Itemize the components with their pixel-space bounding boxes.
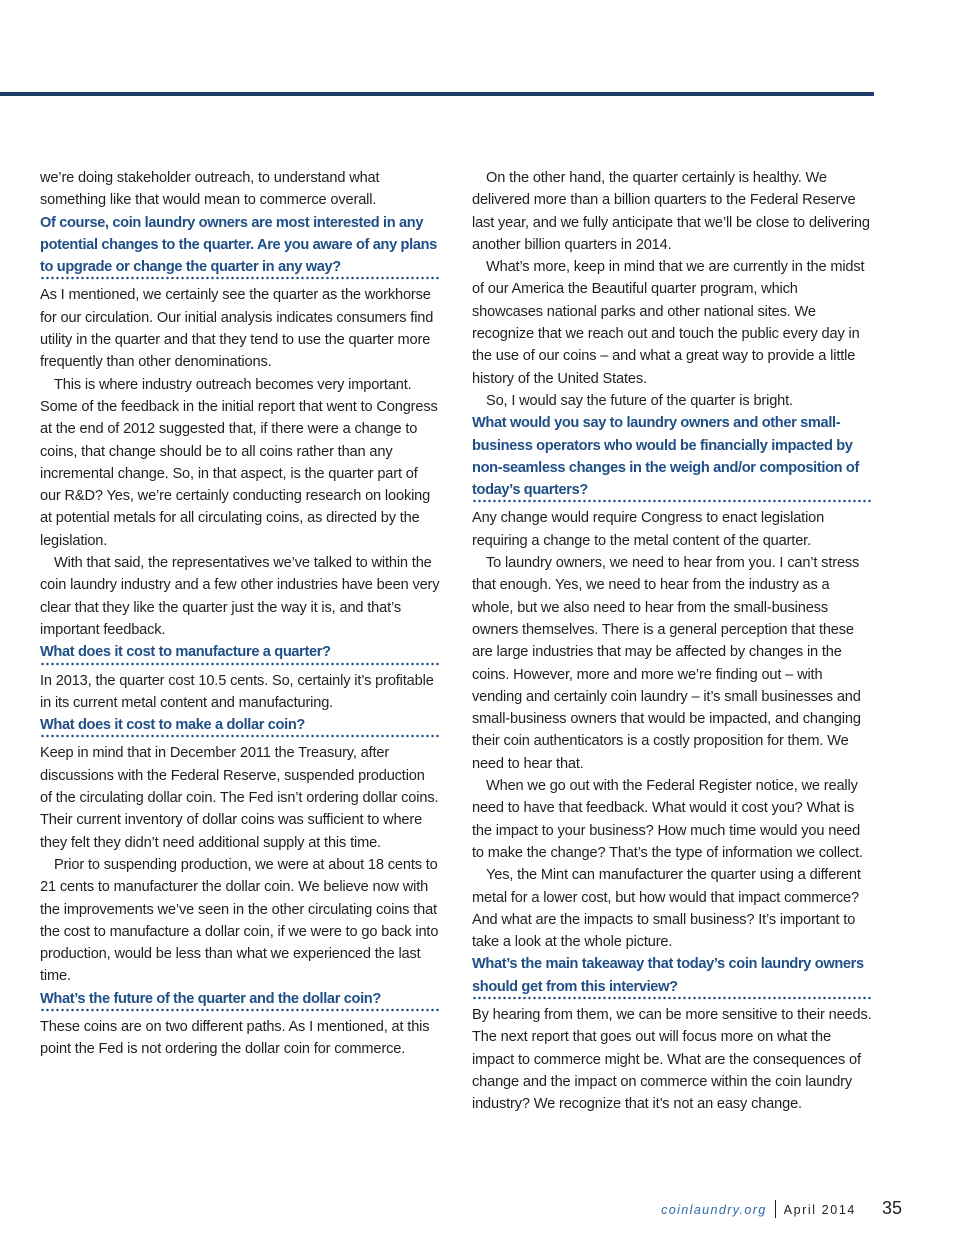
body-paragraph: Keep in mind that in December 2011 the Treasury, after discussions with the Federal Reserve, suspended production of the circulating dollar coin. The Fed isn’t ordering dollar coins. Their current inventory of dollar coins was sufficient to where they felt they didn’t need additional supply at this time. [40,745,439,851]
footer-issue-date: April 2014 [783,1203,856,1217]
body-paragraph: Any change would require Congress to enact legislation requiring a change to the metal content of the quarter. [472,510,825,549]
body-paragraph: we’re doing stakeholder outreach, to understand what something like that would mean to commerce overall. [40,170,380,209]
header-rule [0,92,874,96]
body-paragraph: To laundry owners, we need to hear from you. I can’t stress that enough. Yes, we need to hear from the industry as a whole, but we also need to hear from the small-business owners themselves. There is a general perception that these are large industries that may be affected by changes in the coins. However, more and more we’re finding out – with vending and certainly coin laundry – it’s small businesses and small-business owners that would be impacted, and changing their coin authenticators is a costly proposition for them. We need to hear that. [472,555,861,772]
body-paragraph: As I mentioned, we certainly see the quarter as the workhorse for our circulation. Our initial analysis indicates consumers find utility in the quarter and that they tend to use the quarter more frequently than other denominations. [40,287,434,371]
page-footer [661,1196,902,1219]
interview-question: What would you say to laundry owners and other small-business operators who would be financially impacted by non-seamless changes in the weigh and/or composition of today’s quarters? [472,412,872,503]
footer-divider [775,1200,776,1218]
body-paragraph: Prior to suspending production, we were at about 18 cents to 21 cents to manufacturer the dollar coin. We believe now with the improvements we’ve seen in the other circulating coins that the cost to manufacture a dollar coin, if we were to go back into production, would be less than what we experienced the last time. [40,856,439,985]
interview-question: What’s the future of the quarter and the dollar coin? [40,988,440,1012]
right-column [472,167,872,1115]
body-paragraph: When we go out with the Federal Register notice, we really need to have that feedback. What would it cost you? What is the impact to your business? How much time would you need to make the change? That’s the type of information we collect. [472,778,863,861]
body-paragraph: So, I would say the future of the quarter is bright. [486,392,793,409]
body-paragraph: Yes, the Mint can manufacturer the quarter using a different metal for a lower cost, but how would that impact commerce? And what are the impacts to small business? It’s important to take a look at the whole picture. [472,867,861,951]
interview-question: What does it cost to make a dollar coin? [40,714,440,738]
body-paragraph: What’s more, keep in mind that we are currently in the midst of our America the Beautiful quarter program, which showcases national parks and other national sites. We recognize that we reach out and touch the public every day in the use of our coins – and what a great way to provide a little history of the United States. [472,259,865,387]
page-number: 35 [881,1198,902,1218]
body-paragraph: These coins are on two different paths. As I mentioned, at this point the Fed is not ordering the dollar coin for commerce. [40,1018,430,1058]
body-paragraph: By hearing from them, we can be more sensitive to their needs. The next report that goes out will focus more on what the impact to commerce might be. What are the consequences of change and the impact on commerce within the coin laundry industry? We recognize that it’s not an easy change. [472,1006,872,1113]
body-paragraph: In 2013, the quarter cost 10.5 cents. So, certainly it’s profitable in its current metal content and manufacturing. [40,672,434,711]
left-column [40,167,440,1061]
interview-question: Of course, coin laundry owners are most interested in any potential changes to the quarter. Are you aware of any plans to upgrade or change the quarter in any way? [40,212,440,281]
footer-site-link[interactable]: coinlaundry.org [661,1203,767,1217]
body-paragraph: With that said, the representatives we’ve talked to within the coin laundry industry and a few other industries have been very clear that they like the quarter just the way it is, and that’s important feedback. [40,555,440,638]
body-paragraph: On the other hand, the quarter certainly is healthy. We delivered more than a billion quarters to the Federal Reserve last year, and we fully anticipate that we’ll be close to delivering another billion quarters in 2014. [472,170,870,253]
interview-question: What’s the main takeaway that today’s coin laundry owners should get from this interview? [472,953,872,1000]
body-paragraph: This is where industry outreach becomes very important. Some of the feedback in the initial report that went to Congress at the end of 2012 suggested that, if there were a change to coins, that change should be to all coins rather than any incremental change. So, in that aspect, is the quarter part of our R&D? Yes, we’re certainly conducting research on looking at potential metals for all circulating coins, as directed by the legislation. [40,376,438,549]
interview-question: What does it cost to manufacture a quarter? [40,641,440,665]
